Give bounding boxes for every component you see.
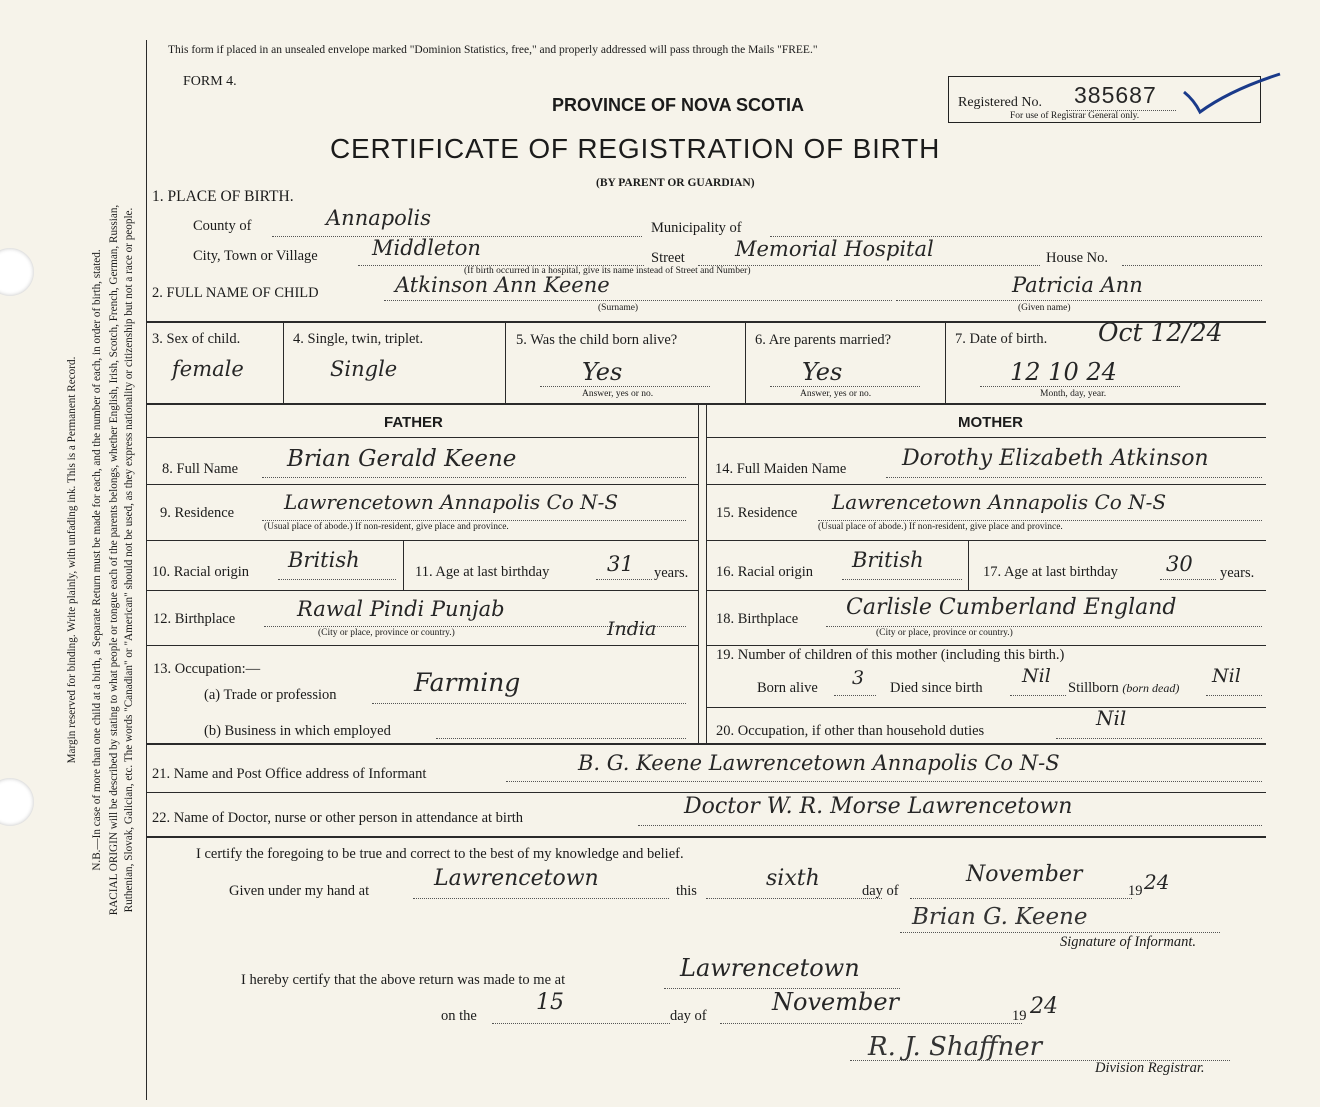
father-occupation-label: 13. Occupation:— [153,661,261,677]
father-racial-line [278,579,396,580]
died-since-birth-label: Died since birth [890,680,983,696]
mother-residence-label: 15. Residence [716,505,798,521]
mother-row18-rule [706,645,1266,646]
row21-rule [146,792,1266,793]
father-racial-value: British [288,548,360,572]
informant-label: 21. Name and Post Office address of Informant [152,766,427,782]
doctor-value: Doctor W. R. Morse Lawrencetown [684,794,1073,819]
father-racial-label: 10. Racial origin [152,564,250,580]
father-birthplace-value: Rawal Pindi Punjab [297,597,505,621]
sex-label: 3. Sex of child. [152,331,241,347]
born-alive-label: 5. Was the child born alive? [516,332,678,348]
mail-notice: This form if placed in an unsealed envelope marked "Dominion Statistics, free," and properly addressed will pass through the Mails "FREE." [168,44,818,56]
mother-heading: MOTHER [958,414,1023,431]
parents-married-label: 6. Are parents married? [755,332,892,348]
dob-line [980,386,1180,387]
stillborn-label-text: Stillborn [1068,680,1119,696]
child-surname-line [384,300,892,301]
parents-column-divider [698,403,699,743]
mother-birthplace-caption: (City or place, province or country.) [876,628,1013,638]
mother-residence-value: Lawrencetown Annapolis Co N-S [832,490,1167,514]
father-row12-rule [146,645,698,646]
mother-age-value: 30 [1166,552,1193,576]
mother-row15-rule [706,540,1266,541]
father-residence-line [262,520,686,521]
mother-occupation-value: Nil [1096,706,1127,730]
given-place-line [413,898,669,899]
mother-birthplace-line [826,626,1262,627]
father-birthplace-value-2: India [607,618,657,640]
father-age-label: 11. Age at last birthday [415,564,550,580]
informant-signature-caption: Signature of Informant. [1060,934,1197,950]
plurality-label: 4. Single, twin, triplet. [293,331,424,347]
mother-name-label: 14. Full Maiden Name [715,461,847,477]
stillborn-line [1206,695,1262,696]
born-alive-count-label: Born alive [757,680,818,696]
informant-signature: Brian G. Keene [912,904,1088,930]
on-month-line [720,1023,1022,1024]
parents-bottom-border [146,743,1266,745]
died-since-birth-line [1010,695,1066,696]
mother-children-label: 19. Number of children of this mother (including this birth.) [716,647,1065,663]
registrar-signature: R. J. Shaffner [868,1032,1043,1062]
mother-age-unit: years. [1220,565,1255,581]
informant-value: B. G. Keene Lawrencetown Annapolis Co N-S [578,751,1060,775]
county-label: County of [193,218,252,234]
father-row10-rule [146,590,698,591]
street-value: Memorial Hospital [735,237,934,261]
mother-racial-label: 16. Racial origin [716,564,814,580]
dob-value-numeric: 12 10 24 [1010,358,1117,386]
day-of-label: day of [862,883,899,899]
on-day-value: 15 [536,990,564,1015]
binding-hole-bottom [0,778,34,826]
father-age-value: 31 [607,552,634,576]
father-birthplace-label: 12. Birthplace [153,611,236,627]
child-given-value: Patricia Ann [1012,273,1143,297]
informant-signature-line [900,932,1220,933]
stillborn-label [1068,680,1179,697]
parents-married-line [770,386,920,387]
mother-birthplace-value: Carlisle Cumberland England [846,595,1177,620]
given-caption: (Given name) [1018,303,1071,313]
year-prefix: 19 [1128,883,1143,899]
registrar-note: For use of Registrar General only. [1010,111,1140,121]
doctor-line [638,825,1262,826]
father-age-unit: years. [654,565,689,581]
row3-divider-3 [745,321,746,403]
form-number: FORM 4. [183,74,237,89]
mother-residence-caption: (Usual place of abode.) If non-resident, give place and province. [818,522,1063,532]
stillborn-value: Nil [1212,665,1241,687]
father-residence-label: 9. Residence [160,505,235,521]
father-name-label: 8. Full Name [162,461,239,477]
given-under-hand-label: Given under my hand at [229,883,370,899]
born-alive-count-line [834,695,876,696]
stillborn-note: (born dead) [1122,681,1180,695]
mother-age-label: 17. Age at last birthday [983,564,1118,580]
margin-line-1: Margin reserved for binding. Write plainly, with unfading ink. This is a Permanent Record. [66,356,78,764]
margin-line-3: RACIAL ORIGIN will be described by stating to what people or tongue each of the parents belongs, whether English, Irish, Scotch, French, German, Russian, [108,204,120,916]
parents-married-caption: Answer, yes or no. [800,389,872,399]
died-since-birth-value: Nil [1022,665,1051,687]
certificate-subtitle: (BY PARENT OR GUARDIAN) [596,177,755,189]
registered-label: Registered No. [958,95,1042,110]
on-month-value: November [772,988,900,1016]
certify-statement: I certify the foregoing to be true and correct to the best of my knowledge and belief. [196,846,684,862]
mother-heading-rule [706,437,1266,438]
surname-caption: (Surname) [598,303,639,313]
registrar-caption: Division Registrar. [1095,1060,1205,1076]
on-day-of-label: day of [670,1008,707,1024]
father-racial-divider [403,540,404,590]
this-label: this [676,883,697,899]
child-surname-value: Atkinson Ann Keene [395,273,610,297]
father-age-line [596,579,652,580]
plurality-value: Single [330,357,398,381]
registrar-statement: I hereby certify that the above return was made to me at [241,972,566,988]
province-heading: PROVINCE OF NOVA SCOTIA [552,95,805,115]
father-business-line [436,738,686,739]
father-birthplace-caption: (City or place, province or country.) [318,628,455,638]
father-trade-line [372,703,686,704]
margin-line-2: N.B.—In case of more than one child at a birth, a Separate Return must be made for each, and the number of each, in order of birth, stated. [91,249,103,871]
born-alive-count-value: 3 [852,667,865,689]
father-business-label: (b) Business in which employed [204,723,391,739]
form-left-border [146,40,147,1100]
county-value: Annapolis [326,206,432,230]
house-number-label: House No. [1046,250,1109,266]
mother-name-value: Dorothy Elizabeth Atkinson [902,446,1209,471]
father-trade-label: (a) Trade or profession [204,687,337,703]
mother-racial-line [842,579,962,580]
checkmark-icon [1180,70,1290,120]
doctor-label: 22. Name of Doctor, nurse or other person in attendance at birth [152,810,524,826]
year-value: 24 [1144,870,1170,894]
child-name-label: 2. FULL NAME OF CHILD [152,285,319,301]
on-day-line [492,1023,670,1024]
registrar-place-value: Lawrencetown [680,954,860,982]
city-label: City, Town or Village [193,248,318,264]
parents-column-divider-2 [706,403,707,743]
mother-occupation-line [1056,738,1262,739]
margin-line-4: Ruthenian, Slovak, Galician, etc. The words "Canadian" or "American" should not be used, as they express nationality or citizenship but not a race or people. [123,207,135,913]
born-alive-caption: Answer, yes or no. [582,389,654,399]
father-row8-rule [146,484,698,485]
father-residence-caption: (Usual place of abode.) If non-resident, give place and province. [264,522,509,532]
mother-row16-rule [706,590,1266,591]
dob-label: 7. Date of birth. [955,331,1048,347]
on-year-value: 24 [1030,994,1058,1019]
mother-row14-rule [706,484,1266,485]
row3-divider-1 [283,321,284,403]
street-label: Street [651,250,685,266]
on-year-prefix: 19 [1012,1008,1027,1024]
father-heading-rule [146,437,698,438]
row22-rule [146,836,1266,838]
dob-value-written: Oct 12/24 [1098,318,1223,347]
on-the-label: on the [441,1008,477,1024]
mother-occupation-label: 20. Occupation, if other than household duties [716,723,985,739]
mother-age-line [1160,579,1216,580]
mother-residence-line [818,520,1262,521]
father-residence-value: Lawrencetown Annapolis Co N-S [284,490,619,514]
this-day-line [706,898,882,899]
municipality-label: Municipality of [651,220,742,236]
mother-racial-value: British [852,548,924,572]
mother-birthplace-label: 18. Birthplace [716,611,799,627]
mother-name-line [886,477,1262,478]
hospital-note: (If birth occurred in a hospital, give its name instead of Street and Number) [464,266,751,276]
binding-hole-top [0,248,34,296]
parents-married-value: Yes [802,358,843,386]
child-given-line [896,300,1262,301]
row3-divider-2 [505,321,506,403]
born-alive-value: Yes [582,358,623,386]
father-heading: FATHER [384,414,443,431]
informant-line [506,781,1262,782]
this-day-value: sixth [766,866,820,891]
registered-number: 385687 [1074,82,1157,108]
certificate-title: CERTIFICATE OF REGISTRATION OF BIRTH [330,133,941,164]
city-value: Middleton [372,236,481,260]
given-place-value: Lawrencetown [434,866,599,891]
place-heading: 1. PLACE OF BIRTH. [152,188,294,205]
father-name-value: Brian Gerald Keene [287,446,517,472]
row3-divider-4 [945,321,946,403]
month-line [910,898,1132,899]
sex-value: female [172,357,244,381]
house-number-line [1122,265,1262,266]
born-alive-line [540,386,710,387]
father-trade-value: Farming [414,668,521,697]
mother-row19-rule [706,707,1266,708]
father-name-line [262,477,686,478]
mother-racial-divider [968,540,969,590]
month-value: November [966,862,1083,887]
father-row9-rule [146,540,698,541]
dob-caption: Month, day, year. [1040,389,1107,399]
